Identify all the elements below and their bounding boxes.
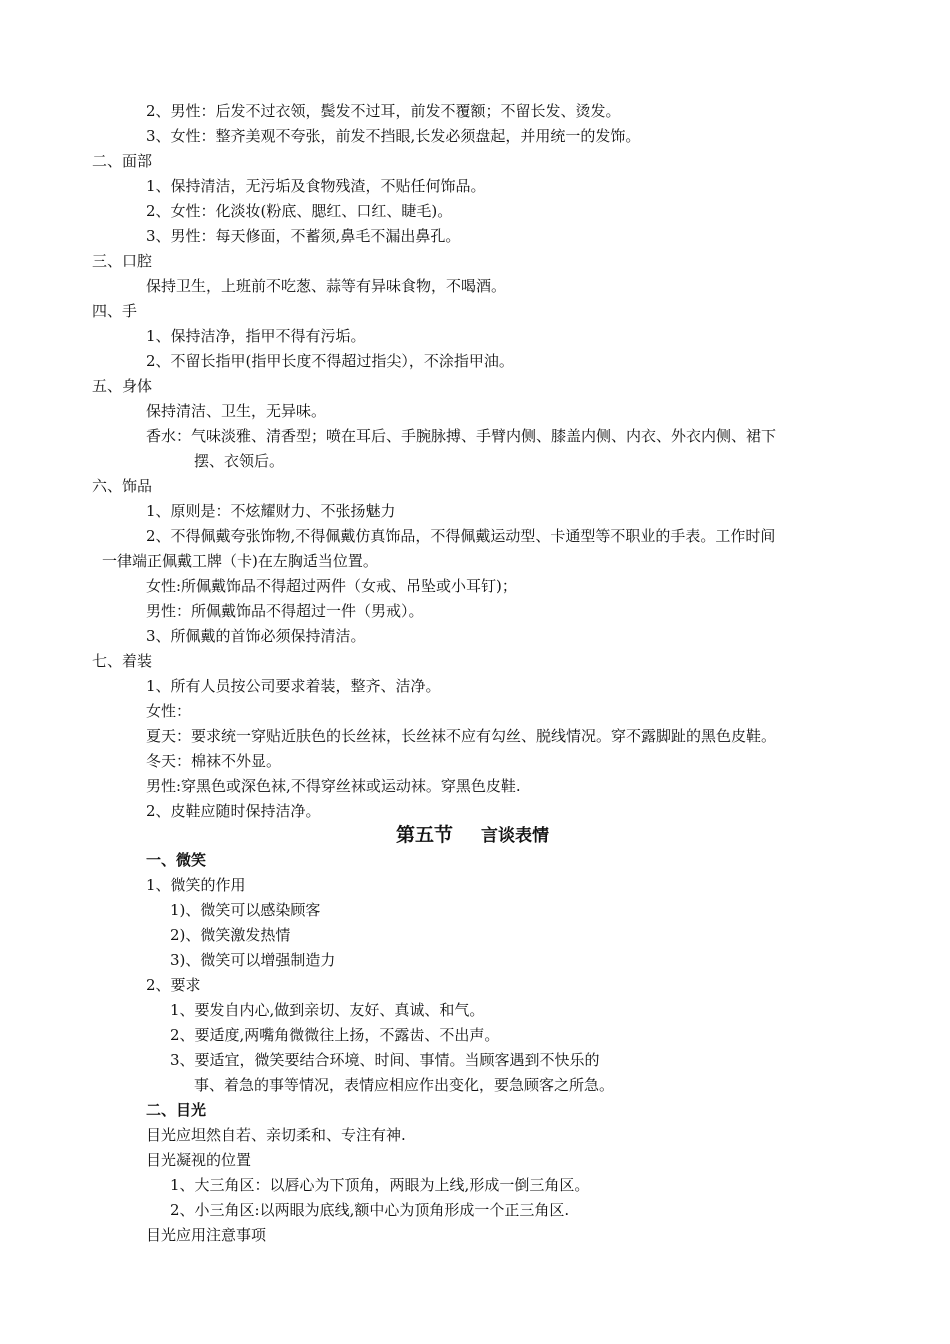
text-line: 女性： <box>146 702 192 720</box>
text-line: 1)、微笑可以感染顾客 <box>170 901 321 919</box>
heading-hands: 四、手 <box>92 302 138 320</box>
text-line: 男性:穿黑色或深色袜,不得穿丝袜或运动袜。穿黑色皮鞋. <box>146 777 521 795</box>
text-line: 目光凝视的位置 <box>146 1151 252 1169</box>
text-line: 3、所佩戴的首饰必须保持清洁。 <box>146 627 366 645</box>
text-line: 3、男性：每天修面，不蓄须,鼻毛不漏出鼻孔。 <box>146 227 461 245</box>
text-line: 1、大三角区：以唇心为下顶角，两眼为上线,形成一倒三角区。 <box>170 1176 590 1194</box>
text-line: 一律端正佩戴工牌（卡)在左胸适当位置。 <box>102 552 378 570</box>
text-line: 1、微笑的作用 <box>146 876 246 894</box>
heading-accessories: 六、饰品 <box>92 477 153 495</box>
text-line: 2、不留长指甲(指甲长度不得超过指尖），不涂指甲油。 <box>146 352 514 370</box>
text-line: 保持卫生，上班前不吃葱、蒜等有异味食物，不喝酒。 <box>146 277 507 295</box>
text-line: 男性：所佩戴饰品不得超过一件（男戒）。 <box>146 602 424 620</box>
text-line: 3、要适宜，微笑要结合环境、时间、事情。当顾客遇到不快乐的 <box>170 1051 600 1069</box>
text-line: 女性:所佩戴饰品不得超过两件（女戒、吊坠或小耳钉)； <box>146 577 517 595</box>
text-line: 2、要求 <box>146 976 201 994</box>
text-line: 目光应用注意事项 <box>146 1226 267 1244</box>
text-line: 2、要适度,两嘴角微微往上扬，不露齿、不出声。 <box>170 1026 500 1044</box>
text-line: 目光应坦然自若、亲切柔和、专注有神. <box>146 1126 406 1144</box>
heading-body: 五、身体 <box>92 377 153 395</box>
text-line: 2、小三角区:以两眼为底线,额中心为顶角形成一个正三角区. <box>170 1201 570 1219</box>
heading-mouth: 三、口腔 <box>92 252 153 270</box>
text-line: 2、女性：化淡妆(粉底、腮红、口红、睫毛)。 <box>146 202 453 220</box>
text-line: 1、所有人员按公司要求着装，整齐、洁净。 <box>146 677 441 695</box>
text-line: 2、不得佩戴夸张饰物,不得佩戴仿真饰品，不得佩戴运动型、卡通型等不职业的手表。工作时间 <box>146 527 776 545</box>
section-name: 言谈表情 <box>481 826 550 846</box>
heading-gaze: 二、目光 <box>146 1101 207 1119</box>
heading-face: 二、面部 <box>92 152 153 170</box>
text-line: 3、女性：整齐美观不夸张，前发不挡眼,长发必须盘起，并用统一的发饰。 <box>146 127 641 145</box>
text-line: 事、着急的事等情况，表情应相应作出变化，要急顾客之所急。 <box>194 1076 615 1094</box>
text-line: 2)、微笑激发热情 <box>170 926 291 944</box>
text-line: 香水：气味淡雅、清香型；喷在耳后、手腕脉搏、手臂内侧、膝盖内侧、内衣、外衣内侧、裙下 <box>146 427 777 445</box>
text-line: 夏天：要求统一穿贴近肤色的长丝袜，长丝袜不应有勾丝、脱线情况。穿不露脚趾的黑色皮鞋。 <box>146 727 777 745</box>
text-line: 1、保持洁净，指甲不得有污垢。 <box>146 327 366 345</box>
heading-attire: 七、着装 <box>92 652 153 670</box>
text-line: 1、原则是：不炫耀财力、不张扬魅力 <box>146 502 396 520</box>
text-line: 摆、衣领后。 <box>194 452 285 470</box>
text-line: 2、男性：后发不过衣领，鬓发不过耳，前发不覆额；不留长发、烫发。 <box>146 102 621 120</box>
section-number: 第五节 <box>396 824 454 846</box>
text-line: 冬天：棉袜不外显。 <box>146 752 282 770</box>
section-title <box>396 822 549 848</box>
heading-smile: 一、微笑 <box>146 851 207 869</box>
text-line: 保持清洁、卫生，无异味。 <box>146 402 327 420</box>
text-line: 3)、微笑可以增强制造力 <box>170 951 336 969</box>
text-line: 1、保持清洁，无污垢及食物残渣，不贴任何饰品。 <box>146 177 486 195</box>
text-line: 1、要发自内心,做到亲切、友好、真诚、和气。 <box>170 1001 485 1019</box>
text-line: 2、皮鞋应随时保持洁净。 <box>146 802 321 820</box>
